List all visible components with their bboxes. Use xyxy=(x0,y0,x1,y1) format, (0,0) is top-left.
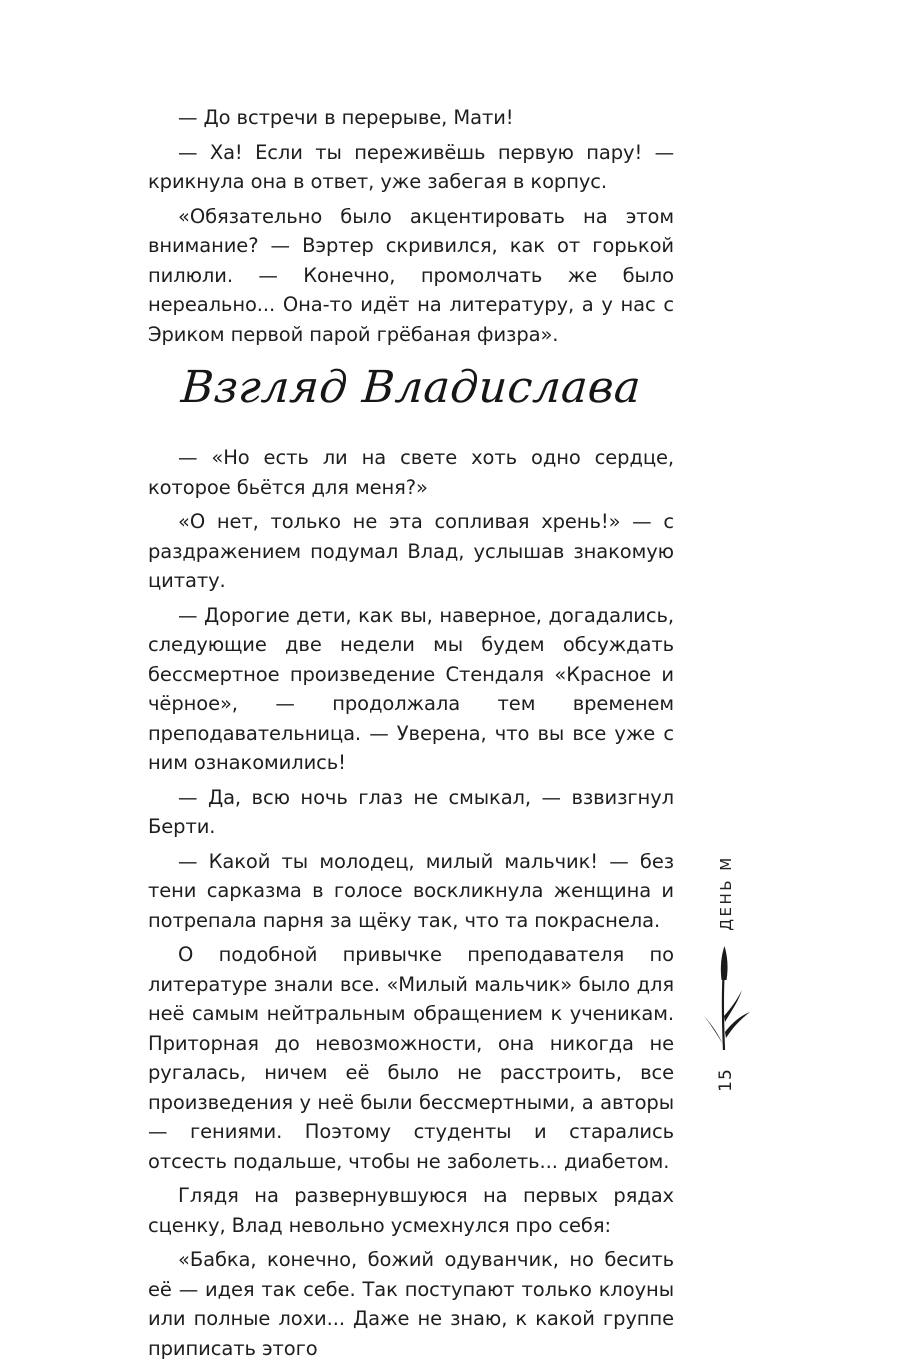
paragraph: Глядя на развернувшуюся на первых рядах сценку, Влад невольно усмехнулся про себя: xyxy=(148,1184,674,1237)
paragraph: — До встречи в перерыве, Мати! xyxy=(178,106,514,129)
page-number xyxy=(706,1060,746,1100)
paragraph: «Обязательно было акцентировать на этом внимание? — Вэртер скривился, как от горькой пилюли. — Конечно, промолчать же было нереально... Она-то идёт на литературу, а у нас с Эриком первой парой грёбаная физра». xyxy=(148,204,674,346)
running-head xyxy=(706,848,746,938)
paragraph: «Бабка, конечно, божий одуванчик, но бесить её — идея так себе. Так поступают только клоуны или полные лохи... Даже не знаю, к какой группе приписать этого xyxy=(148,1248,674,1360)
paragraph: — Ха! Если ты переживёшь первую пару! — крикнула она в ответ, уже забегая в корпус. xyxy=(148,140,674,193)
paragraph: О подобной привычке преподавателя по литературе знали все. «Милый мальчик» было для неё самым нейтральным обращением к ученикам. Приторная до невозможности, она никогда не ругалась, ничем её было не расстроить, все произведения у неё были бессмертными, а авторы — гениями. Поэтому студенты и старались отсесть подальше, чтобы не заболеть... диабетом. xyxy=(148,943,674,1173)
page-number-text: 15 xyxy=(716,1068,736,1092)
paragraph: — «Но есть ли на свете хоть одно сердце, которое бьётся для меня?» xyxy=(148,446,674,499)
paragraph: — Какой ты молодец, милый мальчик! — без тени сарказма в голосе воскликнула женщина и потрепала парня за щёку так, что та покраснела. xyxy=(148,849,674,932)
chapter-heading: Взгляд Владислава xyxy=(179,362,643,413)
paragraph: — Дорогие дети, как вы, наверное, догадались, следующие две недели мы будем обсуждать бессмертное произведение Стендаля «Красное и чёрное», — продолжала тем временем преподавательница. — Уверена, что вы все уже с ним ознакомились! xyxy=(148,603,674,774)
running-head-text: ДЕНЬ М xyxy=(717,855,735,931)
reed-icon xyxy=(700,946,752,1050)
paragraph: «О нет, только не эта сопливая хрень!» — с раздражением подумал Влад, услышав знакомую цитату. xyxy=(148,510,674,592)
paragraph: — Да, всю ночь глаз не смыкал, — взвизгнул Берти. xyxy=(148,785,674,838)
text-block-main xyxy=(148,443,674,1368)
text-block-top xyxy=(148,103,674,354)
